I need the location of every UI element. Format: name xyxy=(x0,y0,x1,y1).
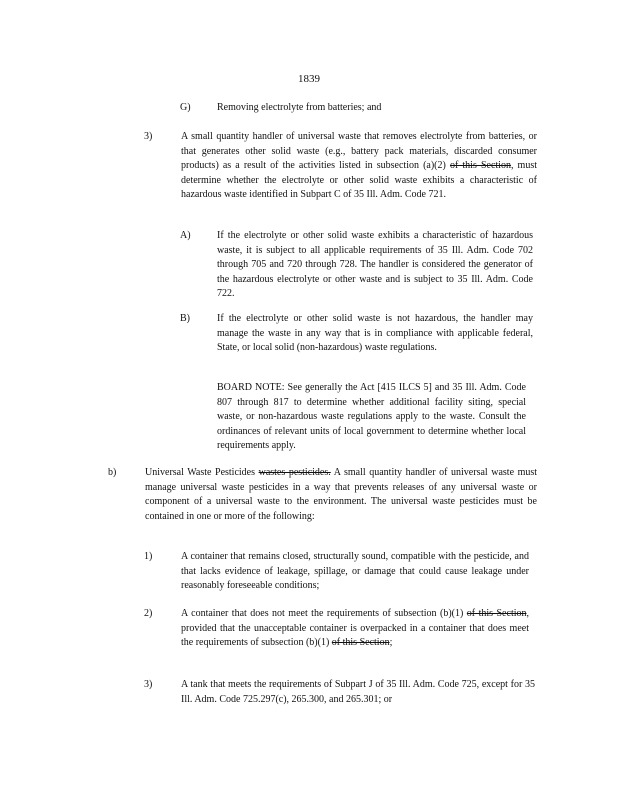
item-label-A: A) xyxy=(180,230,191,241)
strikethrough-text: of this Section xyxy=(466,608,527,619)
item-text-b: Universal Waste Pesticides wastes pesticides. A small quantity handler of universal waste must manage universal waste pesticides in a way that prevents releases of any universal waste or component of a universal waste to the environment. The universal waste pesticides must be contained in one or more of the following: xyxy=(145,467,538,522)
item-text-b3: A tank that meets the requirements of Subpart J of 35 Ill. Adm. Code 725, except for 35 Ill. Adm. Code 725.297(c), 265.300, and 265.301; or xyxy=(181,679,535,705)
board-note: BOARD NOTE: See generally the Act [415 ILCS 5] and 35 Ill. Adm. Code 807 through 817 to determine whether additional facility siting, special waste, or non-hazardous waste regulations apply to the waste. Consult the ordinances of relevant units of local government to determine whether local requirements apply. xyxy=(217,382,526,451)
item-text-b1: A container that remains closed, structurally sound, compatible with the pesticide, and that lacks evidence of leakage, spillage, or damage that could cause leakage under reasonably foreseeable conditions; xyxy=(181,551,529,591)
item-text-b2: A container that does not meet the requirements of subsection (b)(1) of this Section, provided that the unacceptable container is overpacked in a container that does meet the requirements of subsection (b)(1) of this Section; xyxy=(181,608,529,648)
item-text-A: If the electrolyte or other solid waste exhibits a characteristic of hazardous waste, it is subject to all applicable requirements of 35 Ill. Adm. Code 702 through 705 and 720 through 728. The handler is considered the generator of the hazardous electrolyte or other waste and is subject to 35 Ill. Adm. Code 722. xyxy=(217,230,533,299)
strikethrough-text: of this Section xyxy=(449,160,511,171)
item-text-B: If the electrolyte or other solid waste is not hazardous, the handler may manage the waste in any way that is in compliance with applicable federal, State, or local solid (non-hazardous) waste regulations. xyxy=(217,313,533,353)
page-number: 1839 xyxy=(298,73,320,85)
item-label-b: b) xyxy=(108,467,117,478)
item-label-b2: 2) xyxy=(144,608,153,619)
item-label-b1: 1) xyxy=(144,551,153,562)
item-label-3: 3) xyxy=(144,131,153,142)
item-label-g: G) xyxy=(180,102,191,113)
item-text-g: Removing electrolyte from batteries; and xyxy=(217,102,382,113)
strikethrough-text: of this Section xyxy=(331,637,390,648)
item-label-b3: 3) xyxy=(144,679,153,690)
item-text-3: A small quantity handler of universal waste that removes electrolyte from batteries, or that generates other solid waste (e.g., battery pack materials, discarded consumer products) as a result of the activities listed in subsection (a)(2) of this Section, must determine whether the electrolyte or other solid waste exhibits a characteristic of hazardous waste identified in Subpart C of 35 Ill. Adm. Code 721. xyxy=(181,131,538,200)
item-label-B: B) xyxy=(180,313,190,324)
strikethrough-text: wastes pesticides. xyxy=(258,467,331,478)
